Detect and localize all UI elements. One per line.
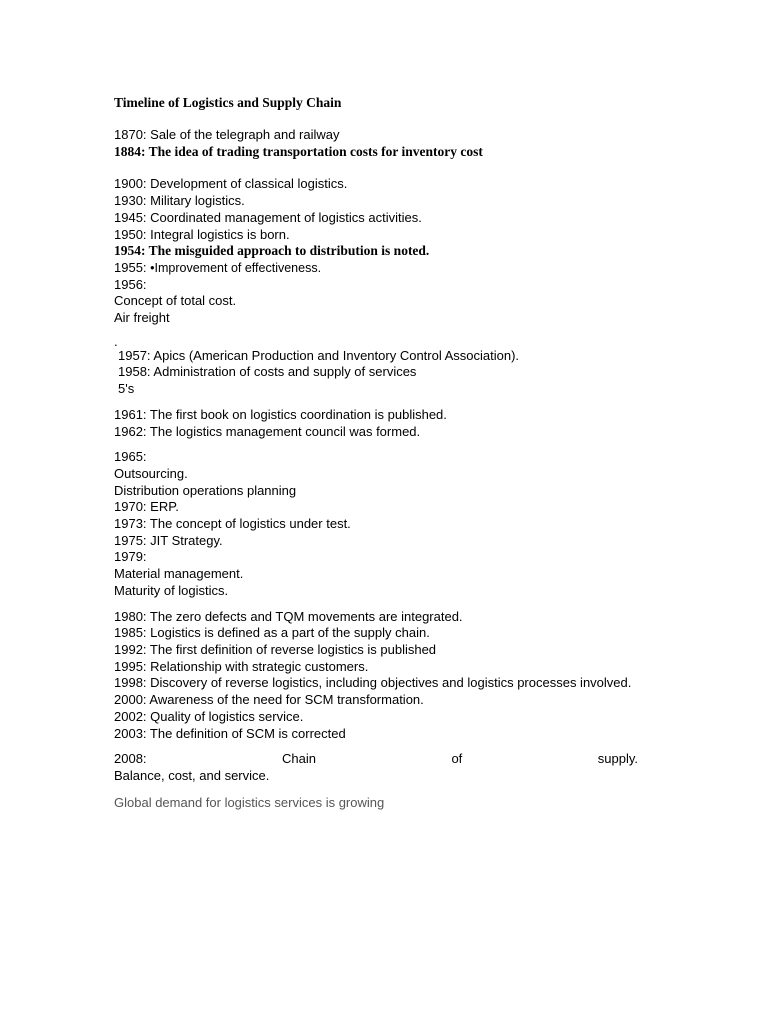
timeline-entry: 1958: Administration of costs and supply of services bbox=[118, 364, 417, 380]
timeline-entry: 1970: ERP. bbox=[114, 499, 179, 515]
spacer bbox=[114, 398, 638, 407]
timeline-entry bbox=[114, 260, 638, 277]
timeline-entry: Outsourcing. bbox=[114, 465, 188, 481]
timeline-entry: 1945: Coordinated management of logistics activities. bbox=[114, 209, 422, 225]
timeline-entry: 5's bbox=[118, 381, 135, 397]
timeline-entry: Material management. bbox=[114, 566, 244, 582]
timeline-entry: 1992: The first definition of reverse logistics is published bbox=[114, 641, 437, 657]
justified-word: of bbox=[451, 751, 463, 767]
timeline-entry: 1962: The logistics management council was formed. bbox=[114, 423, 421, 439]
timeline-entry: Balance, cost, and service. bbox=[114, 767, 270, 783]
timeline-entry: 1973: The concept of logistics under test. bbox=[114, 516, 351, 532]
timeline-entry: 1998: Discovery of reverse logistics, including objectives and logistics processes involved. bbox=[114, 675, 632, 691]
timeline-entry: 2003: The definition of SCM is corrected bbox=[114, 725, 346, 741]
timeline-entry: Air freight bbox=[114, 310, 170, 326]
spacer bbox=[114, 111, 638, 127]
timeline-entry: Maturity of logistics. bbox=[114, 582, 229, 598]
spacer bbox=[114, 440, 638, 449]
timeline-entry: 1961: The first book on logistics coordination is published. bbox=[114, 406, 447, 422]
justified-word: 2008: bbox=[114, 751, 147, 767]
timeline-entry: 1870: Sale of the telegraph and railway bbox=[114, 127, 340, 142]
timeline-entry: Concept of total cost. bbox=[114, 293, 237, 309]
timeline-entry-bold: 1954: The misguided approach to distribution is noted. bbox=[114, 243, 430, 259]
spacer bbox=[114, 160, 638, 176]
timeline-entry: 1930: Military logistics. bbox=[114, 193, 245, 209]
timeline-entry: 2002: Quality of logistics service. bbox=[114, 708, 304, 724]
timeline-entry: 1950: Integral logistics is born. bbox=[114, 226, 290, 242]
document-title: Timeline of Logistics and Supply Chain bbox=[114, 95, 342, 110]
timeline-entry: 1956: bbox=[114, 276, 147, 292]
timeline-entry-bold: 1884: The idea of trading transportation costs for inventory cost bbox=[114, 143, 483, 159]
spacer bbox=[114, 785, 638, 795]
timeline-entry: 1957: Apics (American Production and Inventory Control Association). bbox=[118, 347, 520, 363]
timeline-entry: 1965: bbox=[114, 449, 147, 465]
timeline-entry-justified bbox=[114, 751, 638, 768]
timeline-entry: 2000: Awareness of the need for SCM transformation. bbox=[114, 692, 424, 708]
spacer bbox=[114, 327, 638, 336]
timeline-entry: 1975: JIT Strategy. bbox=[114, 532, 223, 548]
spacer bbox=[114, 600, 638, 609]
stray-dot: . bbox=[114, 333, 118, 349]
timeline-entry: Distribution operations planning bbox=[114, 482, 297, 498]
timeline-entry: 1985: Logistics is defined as a part of the supply chain. bbox=[114, 625, 430, 641]
justified-word: supply. bbox=[597, 751, 638, 767]
timeline-entry: 1900: Development of classical logistics. bbox=[114, 176, 348, 192]
spacer bbox=[114, 742, 638, 751]
closing-note: Global demand for logistics services is growing bbox=[114, 794, 385, 810]
justified-word: Chain bbox=[282, 751, 316, 767]
entry-bullet-text: •Improvement of effectiveness. bbox=[150, 260, 322, 275]
timeline-entry: 1979: bbox=[114, 549, 147, 565]
document-page bbox=[114, 94, 638, 811]
timeline-entry: 1995: Relationship with strategic customers. bbox=[114, 658, 369, 674]
entry-year: 1955: bbox=[114, 259, 151, 275]
timeline-entry: 1980: The zero defects and TQM movements are integrated. bbox=[114, 608, 463, 624]
